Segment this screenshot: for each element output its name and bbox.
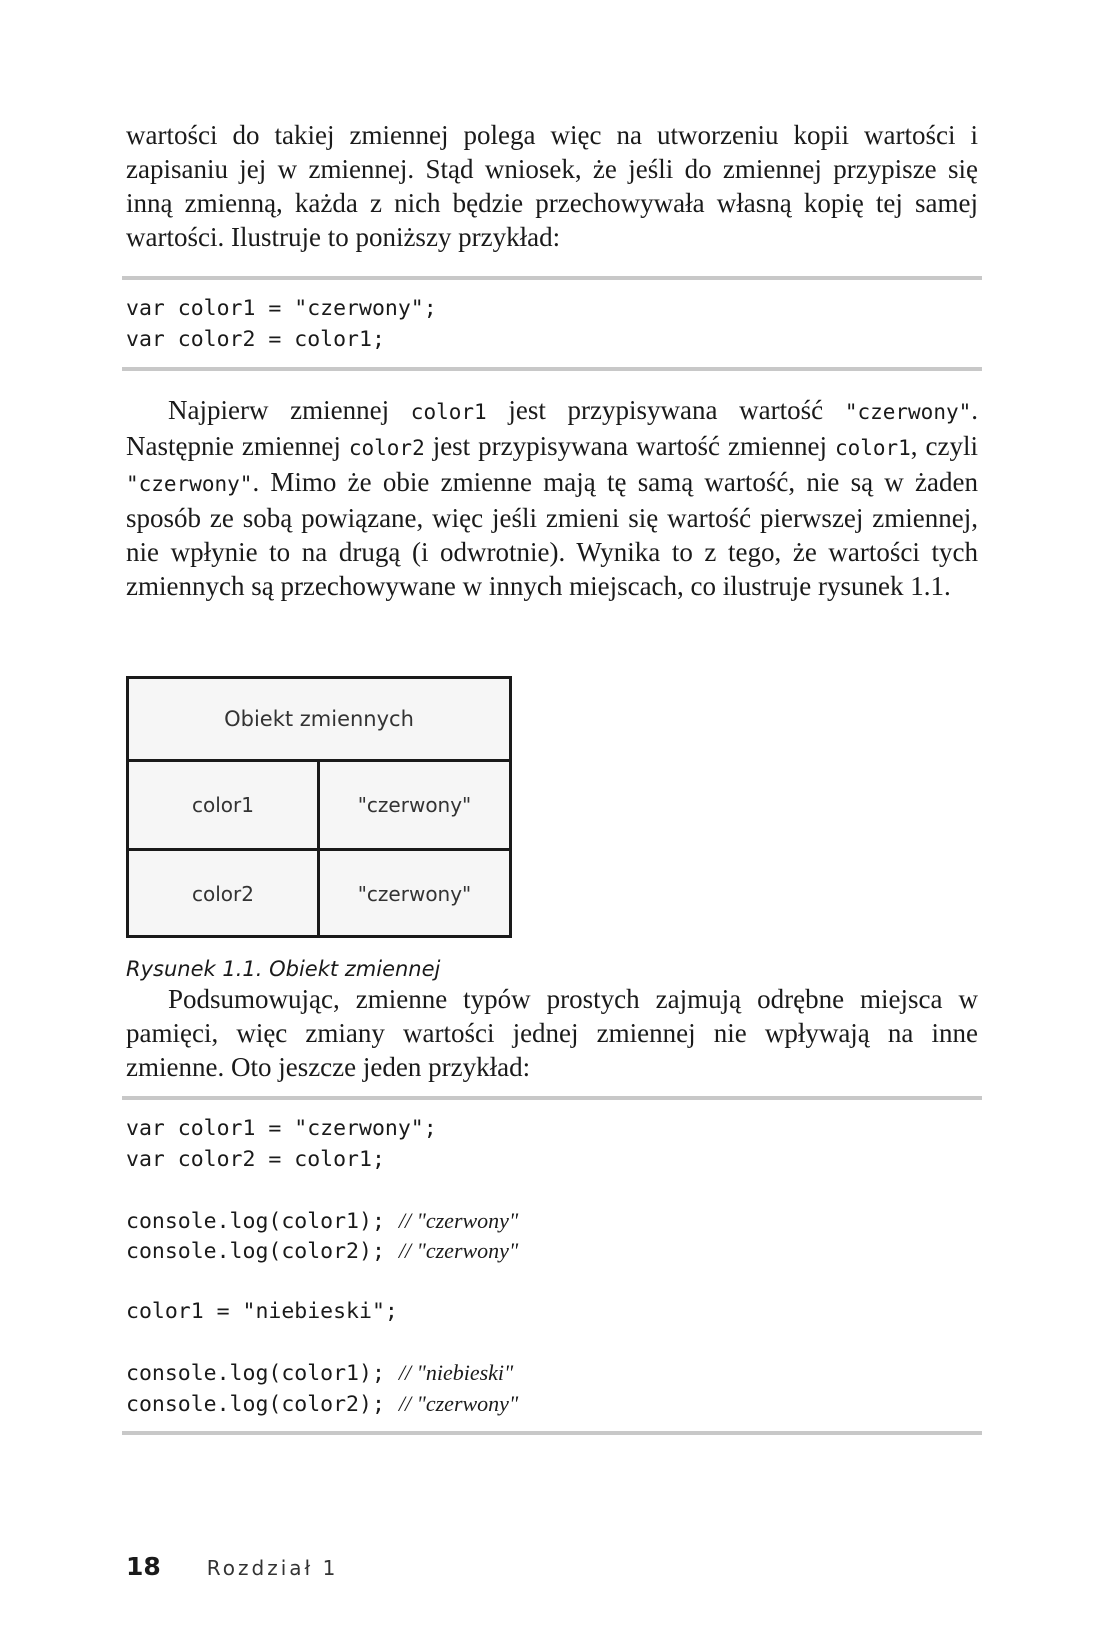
figure-row — [129, 851, 509, 937]
code-comment: // "czerwony" — [398, 1238, 519, 1263]
inline-code: color1 — [410, 400, 487, 424]
code-text: var color2 = color1; — [126, 1146, 385, 1172]
code-line — [126, 1145, 982, 1176]
figure-cell-name: color2 — [129, 851, 320, 937]
inline-code: color1 — [834, 436, 911, 460]
text-run: jest przypisywana wartość — [486, 395, 845, 425]
inline-code: color2 — [348, 436, 425, 460]
text-run: jest przypisywana wartość zmiennej — [424, 431, 835, 461]
code-text: console.log(color1); — [126, 1361, 385, 1386]
variable-object-figure — [126, 676, 512, 938]
intro-paragraph: wartości do takiej zmiennej polega więc na utworzeniu kopii wartości i zapisaniu jej w zmiennej. Stąd wniosek, że jeśli do zmiennej przypisze się inną zmienną, każda z nich będzie przechowywała własną kopię tej samej wartości. Ilustruje to poniższy przykład: — [126, 120, 978, 252]
code-line: var color2 = color1; — [126, 326, 385, 352]
figure-cell-value: "czerwony" — [357, 793, 472, 817]
paragraph-2 — [126, 393, 978, 603]
inline-code: "czerwony" — [126, 472, 253, 496]
code-block-1 — [122, 276, 982, 371]
code-text: var color1 = "czerwony"; — [126, 1116, 437, 1141]
figure-cell-value: "czerwony" — [357, 882, 472, 906]
page-footer — [126, 1552, 338, 1581]
code-text: console.log(color2); — [126, 1391, 385, 1417]
code-line — [126, 1297, 982, 1328]
figure-row — [129, 762, 509, 851]
text-run: . Mimo że obie zmienne mają tę samą wartość, nie są w żaden sposób ze sobą powiązane, więc jeśli zmieni się wartość pierwszej zmiennej, nie wpłynie to na drugą (i odwrotnie). Wynika to z tego, że wartości tych zmiennych są przechowywane w innych miejscach, co ilustruje rysunek 1.1. — [126, 467, 978, 601]
text-run: . Następnie zmiennej — [126, 395, 978, 461]
figure-cell-name: color1 — [129, 762, 320, 848]
intro-paragraph-container — [126, 118, 978, 254]
code-line — [126, 1206, 982, 1237]
code-line — [126, 1114, 982, 1145]
code-line — [126, 1328, 982, 1359]
chapter-label: Rozdział 1 — [206, 1556, 339, 1580]
code-text: console.log(color2); — [126, 1239, 385, 1264]
code-comment: // "niebieski" — [398, 1360, 514, 1385]
figure-caption: Rysunek 1.1. Obiekt zmiennej — [126, 957, 441, 981]
text-run: , czyli — [910, 431, 978, 461]
code-line — [126, 1389, 982, 1420]
code-line — [126, 1236, 982, 1267]
code-text: console.log(color1); — [126, 1208, 385, 1234]
code-line — [126, 1358, 982, 1389]
code-line — [126, 1175, 982, 1206]
code-line: var color1 = "czerwony"; — [126, 296, 437, 321]
paragraph-3: Podsumowując, zmienne typów prostych zajmują odrębne miejsca w pamięci, więc zmiany wartości jednej zmiennej nie wpływają na inne zmienne. Oto jeszcze jeden przykład: — [126, 984, 978, 1082]
code-comment: // "czerwony" — [398, 1390, 519, 1416]
code-line — [126, 1267, 982, 1298]
paragraph-3-container — [126, 982, 978, 1084]
text-run: Najpierw zmiennej — [168, 395, 411, 425]
code-text: color1 = "niebieski"; — [126, 1299, 398, 1324]
paragraph-2-container — [126, 393, 978, 603]
code-comment: // "czerwony" — [398, 1207, 519, 1233]
page-number: 18 — [126, 1552, 161, 1581]
code-block-2 — [122, 1096, 982, 1435]
figure-header: Obiekt zmiennych — [129, 679, 509, 762]
inline-code: "czerwony" — [844, 400, 972, 424]
